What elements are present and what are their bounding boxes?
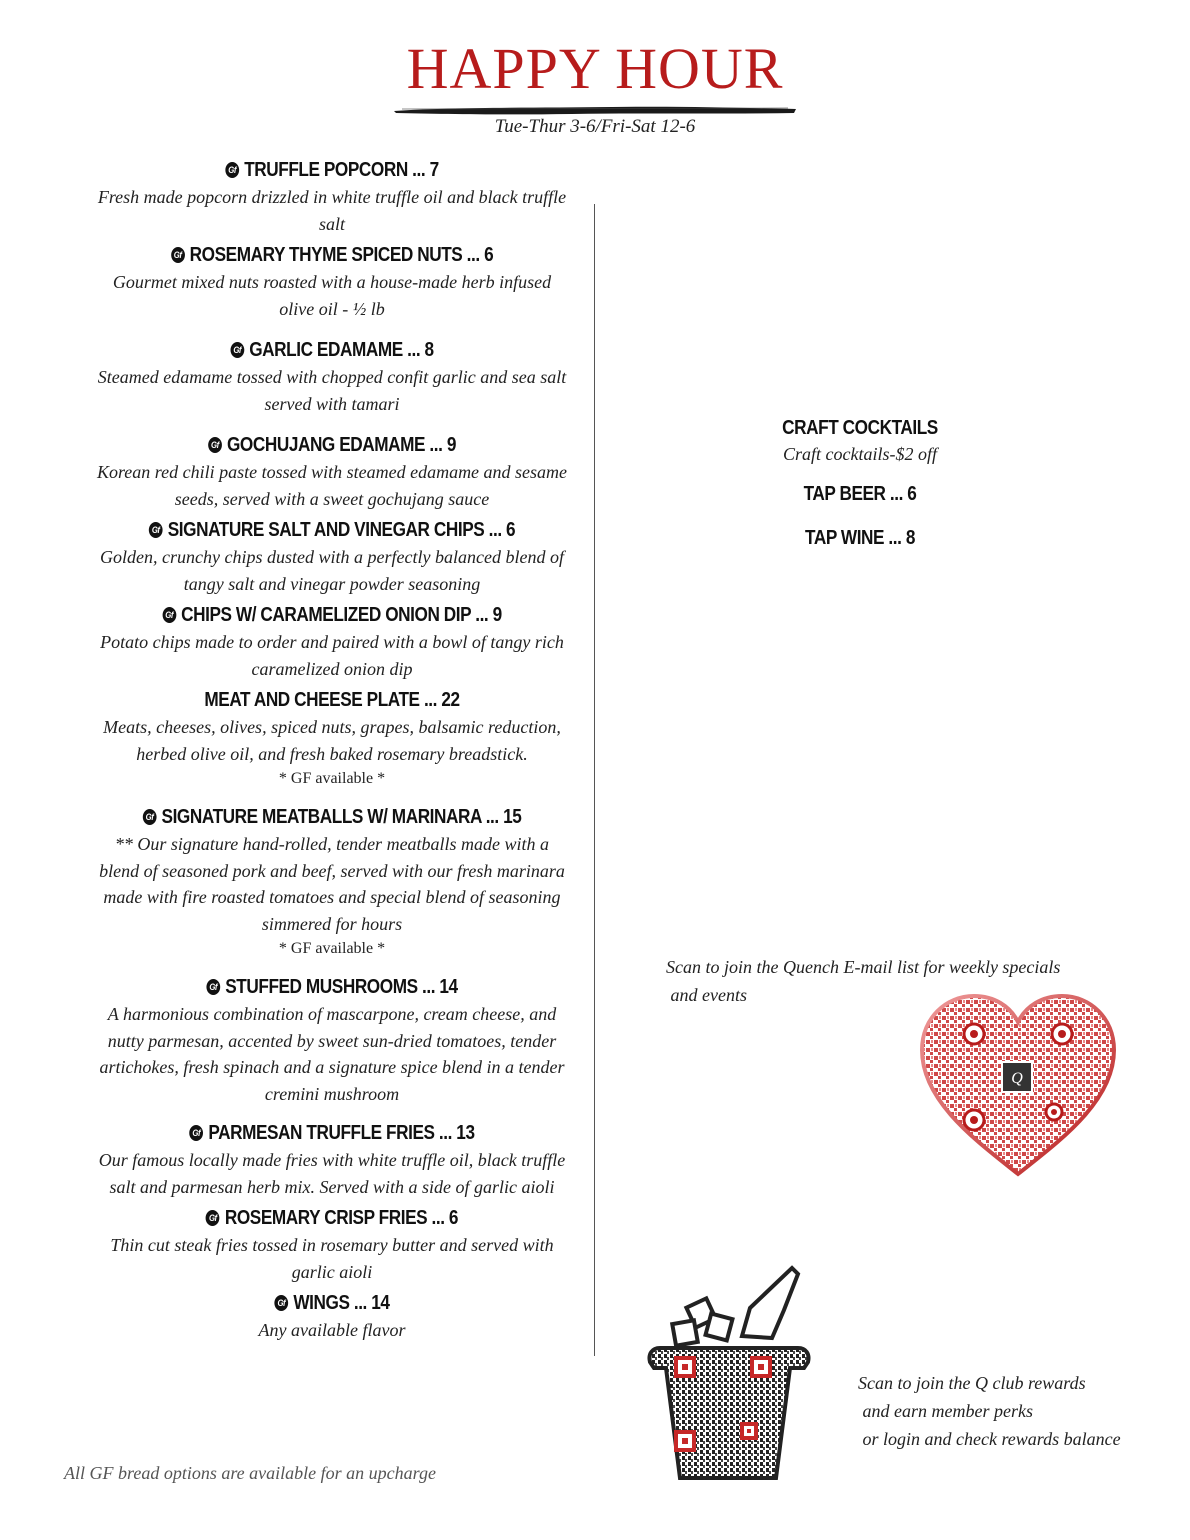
menu-item-description: salt and parmesan herb mix. Served with a side of garlic aioli [109, 1176, 555, 1197]
menu-item [96, 516, 568, 597]
gluten-free-icon: Gf [206, 979, 220, 995]
menu-item-description: Potato chips made to order and paired with a bowl of tangy rich [100, 632, 564, 652]
menu-item-name [129, 803, 535, 831]
gluten-free-icon: Gf [208, 437, 222, 453]
menu-item-description: Thin cut steak fries tossed in rosemary butter and served with [110, 1235, 554, 1255]
rewards-signup-text [858, 1369, 1121, 1453]
gluten-free-icon: Gf [206, 1210, 220, 1226]
rewards-qr-code-bucket[interactable] [646, 1264, 812, 1486]
email-signup-line: Scan to join the Quench E-mail list for weekly specials [666, 957, 1061, 977]
menu-item-name [129, 516, 535, 544]
menu-item [96, 1119, 568, 1200]
menu-item [96, 241, 568, 322]
email-signup-line: and events [666, 985, 747, 1005]
column-divider [594, 204, 595, 1356]
menu-item-name [129, 156, 535, 184]
menu-item-description: garlic aioli [291, 1261, 373, 1282]
menu-item [96, 601, 568, 682]
menu-item-name [129, 1119, 535, 1147]
menu-item-description: cremini mushroom [264, 1083, 400, 1104]
food-menu [96, 156, 568, 1344]
menu-item [96, 431, 568, 512]
menu-item-description: Meats, cheeses, olives, spiced nuts, grapes, balsamic reduction, [103, 717, 561, 737]
happy-hour-times: Tue-Thur 3-6/Fri-Sat 12-6 [494, 116, 696, 137]
menu-item [96, 1204, 568, 1285]
menu-item-note: * GF available * [278, 940, 386, 957]
menu-item-title: WINGS ... 14 [293, 1291, 390, 1314]
menu-item-description: Gourmet mixed nuts roasted with a house-made herb infused [112, 272, 552, 292]
menu-item-title: GARLIC EDAMAME ... 8 [249, 338, 434, 361]
page-title: HAPPY HOUR [406, 36, 784, 101]
gluten-free-icon: Gf [143, 809, 157, 825]
menu-item-description: salt [318, 213, 345, 234]
menu-item-name [129, 431, 535, 459]
drinks-menu [738, 414, 982, 552]
gluten-free-icon: Gf [230, 342, 244, 358]
menu-item-title: CHIPS W/ CARAMELIZED ONION DIP ... 9 [181, 603, 502, 626]
title-underline-brush [392, 104, 798, 116]
menu-item-title: ROSEMARY CRISP FRIES ... 6 [224, 1206, 459, 1229]
menu-item-description: artichokes, fresh spinach and a signature spice blend in a tender [99, 1057, 565, 1077]
menu-item-description: seeds, served with a sweet gochujang sauce [174, 488, 490, 509]
menu-item-title: ROSEMARY THYME SPICED NUTS ... 6 [189, 243, 494, 266]
drink-beer: TAP BEER ... 6 [803, 483, 917, 505]
gluten-free-icon: Gf [171, 247, 185, 263]
menu-item-description: Steamed edamame tossed with chopped confit garlic and sea salt [97, 367, 567, 387]
gf-bread-footnote: All GF bread options are available for an upcharge [64, 1463, 436, 1483]
menu-item-title: SIGNATURE SALT AND VINEGAR CHIPS ... 6 [167, 518, 516, 541]
menu-item-description: simmered for hours [261, 913, 403, 934]
menu-item-description: blend of seasoned pork and beef, served with our fresh marinara [99, 860, 565, 881]
menu-item-title: TRUFFLE POPCORN ... 7 [244, 158, 439, 181]
menu-item-name [129, 336, 535, 364]
gluten-free-icon: Gf [225, 162, 239, 178]
menu-item-description: ** Our signature hand-rolled, tender meatballs made with a [114, 834, 550, 854]
menu-item-note: * GF available * [278, 770, 386, 787]
email-qr-code-heart[interactable] [918, 992, 1118, 1178]
menu-item-description: tangy salt and vinegar powder seasoning [183, 573, 481, 594]
menu-item-description: Korean red chili paste tossed with steamed edamame and sesame [96, 462, 568, 482]
gluten-free-icon: Gf [189, 1125, 203, 1141]
menu-item-title: PARMESAN TRUFFLE FRIES ... 13 [208, 1121, 475, 1144]
menu-item [96, 973, 568, 1107]
menu-item [96, 156, 568, 237]
menu-item-description: Any available flavor [258, 1320, 406, 1340]
menu-item-title: SIGNATURE MEATBALLS W/ MARINARA ... 15 [161, 805, 522, 828]
menu-item-description: Fresh made popcorn drizzled in white truffle oil and black truffle [97, 187, 567, 207]
gluten-free-icon: Gf [149, 522, 163, 538]
menu-item-title: STUFFED MUSHROOMS ... 14 [225, 975, 458, 998]
menu-item-description: made with fire roasted tomatoes and special blend of seasoning [103, 887, 561, 907]
drink-cocktails-desc: Craft cocktails-$2 off [783, 444, 937, 464]
menu-item-description: caramelized onion dip [251, 658, 413, 679]
rewards-signup-line: and earn member perks [858, 1401, 1033, 1421]
menu-item-description: nutty parmesan, accented by sweet sun-dried tomatoes, tender [107, 1030, 557, 1051]
menu-item-description: Golden, crunchy chips dusted with a perfectly balanced blend of [100, 547, 564, 567]
qr-logo-letter: Q [1011, 1070, 1023, 1087]
menu-item-name [129, 241, 535, 269]
menu-item-name [129, 973, 535, 1001]
drink-cocktails-name: CRAFT COCKTAILS [782, 417, 938, 439]
drink-wine: TAP WINE ... 8 [805, 527, 915, 549]
rewards-signup-line: Scan to join the Q club rewards [858, 1373, 1086, 1393]
menu-item-name [129, 1289, 535, 1317]
menu-item-description: A harmonious combination of mascarpone, cream cheese, and [107, 1004, 557, 1024]
menu-item [96, 1289, 568, 1344]
menu-item-description: herbed olive oil, and fresh baked rosemary breadstick. [136, 743, 528, 764]
menu-item-title: GOCHUJANG EDAMAME ... 9 [226, 433, 456, 456]
menu-item [96, 686, 568, 791]
rewards-signup-line: or login and check rewards balance [858, 1429, 1121, 1449]
menu-item-name [129, 601, 535, 629]
gluten-free-icon: Gf [274, 1295, 288, 1311]
menu-item [96, 336, 568, 417]
menu-item-description: Our famous locally made fries with white truffle oil, black truffle [98, 1150, 566, 1170]
gluten-free-icon: Gf [162, 607, 176, 623]
menu-item [96, 803, 568, 961]
menu-item-title: MEAT AND CHEESE PLATE ... 22 [204, 688, 460, 711]
menu-item-name [129, 686, 535, 714]
menu-item-name [129, 1204, 535, 1232]
menu-item-description: olive oil - ½ lb [279, 298, 385, 319]
menu-item-description: served with tamari [264, 393, 400, 414]
